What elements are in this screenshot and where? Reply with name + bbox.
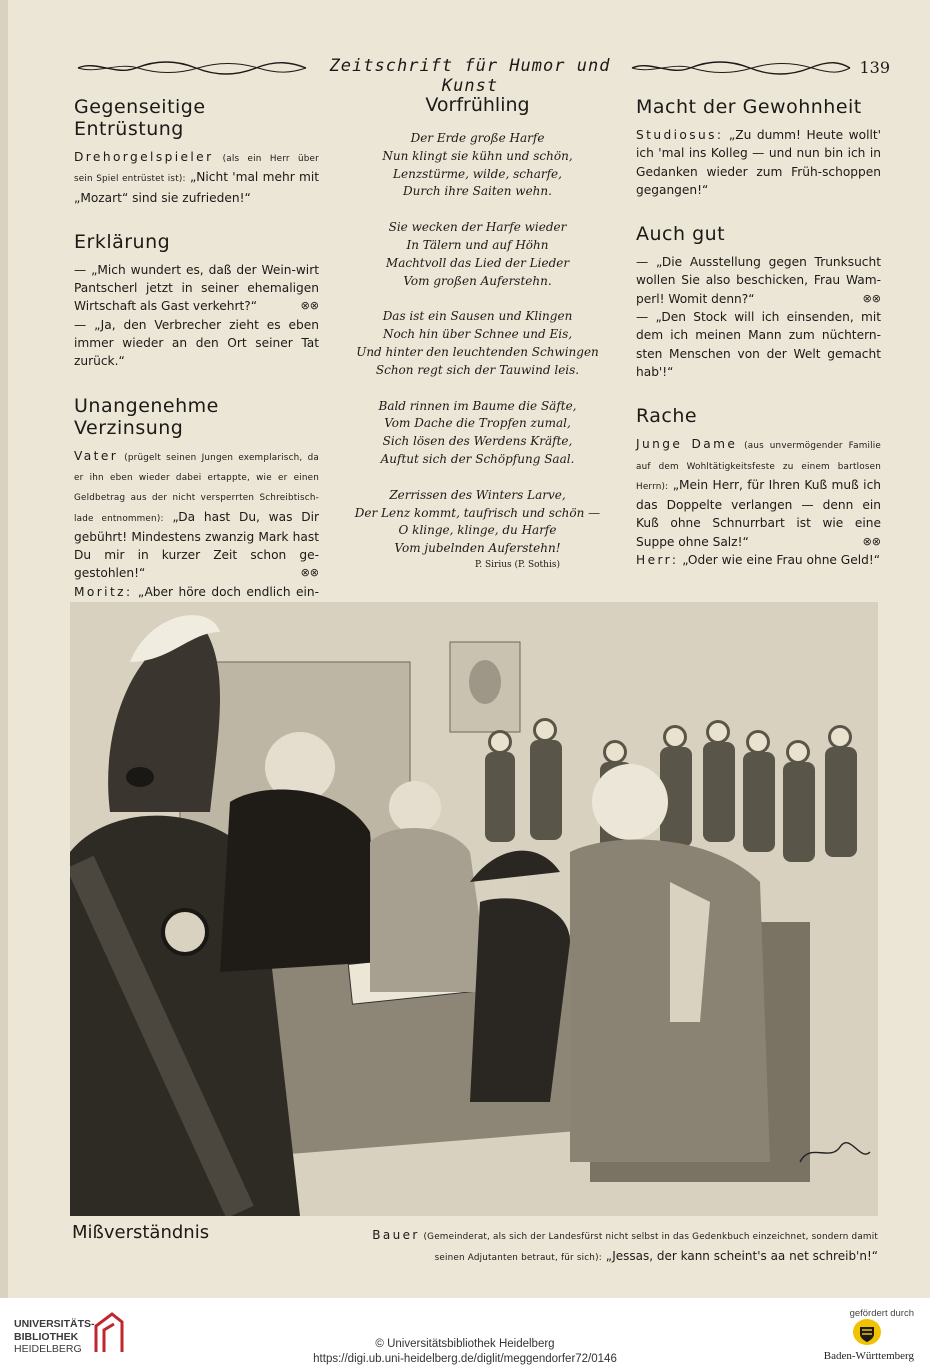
left-ornament-icon <box>76 60 308 76</box>
joke-auch-gut-line1 <box>636 253 881 308</box>
separator-rings-icon: ⊗⊗ <box>862 534 881 548</box>
poem-line: Nun klingt sie kühn und schön, <box>382 148 573 163</box>
heading-unangenehme-verzinsung: Unangenehme Verzinsung <box>74 394 219 439</box>
poem-line: Auftut sich der Schöpfung Saal. <box>380 451 575 466</box>
poem-line: Zerrissen des Winters Larve, <box>389 487 566 502</box>
stage-direction: (prügelt seinen Jungen exemplarisch, da er ihn eben wieder dabei ertappte, wie er einen Geldbetrag aus der nicht versperrten Schreibtisch-lade entnommen): <box>74 452 319 524</box>
caption-quote: „Jessas, der kann scheint's aa net schreib'n!“ <box>605 1249 878 1263</box>
illustration-drawing <box>70 602 878 1216</box>
stage-direction: (als ein Herr über sein Spiel entrüstet ist): <box>74 154 319 185</box>
joke-auch-gut-line2: — „Den Stock will ich einsenden, mit dem ich meinen Mann zum nüchtern-sten Menschen von der Welt gemacht hab'!“ <box>636 310 881 379</box>
library-name-line3: HEIDELBERG <box>14 1343 82 1355</box>
joke-rache-herr <box>636 551 881 569</box>
library-name-line2: BIBLIOTHEK <box>14 1330 79 1343</box>
page-edge <box>0 0 8 1298</box>
illustration-title: Mißverständnis <box>72 1222 210 1243</box>
heading-erklaerung: Erklärung <box>74 230 171 253</box>
library-name-line1: UNIVERSITÄTS- <box>14 1318 95 1330</box>
left-column <box>74 94 319 638</box>
poem-stanza <box>345 130 610 201</box>
library-footer <box>0 1298 930 1368</box>
poem-stanza <box>345 487 610 558</box>
speaker: Drehorgelspieler <box>74 150 214 164</box>
funder-name[interactable]: Baden-Württemberg <box>823 1350 914 1362</box>
poem-stanza <box>345 398 610 469</box>
joke-rache-dame <box>636 435 881 551</box>
poem-line: Der Lenz kommt, taufrisch und schön — <box>354 505 601 520</box>
joke-erklaerung-line1 <box>74 261 319 316</box>
poem-line: Vom jubelnden Auferstehn! <box>394 541 561 556</box>
poem-column <box>345 94 610 570</box>
permalink-url[interactable]: https://digi.ub.uni-heidelberg.de/diglit/meggendorfer72/0146 <box>313 1353 617 1365</box>
right-ornament-icon <box>630 60 852 76</box>
stage-direction: (Gemeinderat, als sich der Landesfürst nicht selbst in das Gedenkbuch einzeichnet, sondern damit seinen Adjutanten betraut, für sich): <box>423 1232 878 1263</box>
poem-line: Sich lösen des Werdens Kräfte, <box>382 434 573 449</box>
poem-title: Vorfrühling <box>425 94 530 116</box>
separator-rings-icon: ⊗⊗ <box>862 291 881 305</box>
right-column <box>636 94 881 569</box>
stage-direction: (aus unvermögender Familie auf dem Wohltätigkeitsfeste zu einem bartlosen Herrn): <box>636 441 882 492</box>
joke-text: „Zu dumm! Heute wollt' ich 'mal ins Kolleg — und nun bin ich in Gedanken wieder zum Früh-schoppen gegangen!“ <box>636 128 881 197</box>
funding-label: gefördert durch <box>849 1308 914 1319</box>
joke-text: — „Die Ausstellung gegen Trunksucht wollen Sie also beschicken, Frau Wam-perl! Womit denn?“ <box>636 255 881 306</box>
speaker: Bauer <box>372 1228 420 1242</box>
heading-auch-gut: Auch gut <box>636 223 726 246</box>
poem-line: Machtvoll das Lied der Lieder <box>385 255 570 270</box>
joke-gegenseitige-entruestung <box>74 148 319 207</box>
joke-erklaerung-line2: — „Ja, den Verbrecher zieht es eben immer wieder an den Ort seiner Tat zurück.“ <box>74 317 319 369</box>
poem-line: Vom Dache die Tropfen zumal, <box>384 416 571 431</box>
poem-line: Schon regt sich der Tauwind leis. <box>375 362 580 377</box>
poem-line: In Tälern und auf Höhn <box>406 237 549 252</box>
speaker: Herr: <box>636 553 679 568</box>
joke-text: „Da hast Du, was Dir gebührt! Mindestens zwanzig Mark hast Du mir in kurzer Zeit schon ge-gestohlen!“ <box>74 509 320 581</box>
joke-text: „Aber höre doch endlich ein- <box>137 584 320 599</box>
speaker: Vater <box>74 448 119 463</box>
poem-stanza <box>345 308 610 379</box>
joke-text: — „Mich wundert es, daß der Wein-wirt Pantscherl jetzt in seiner ehemaligen Wirtschaft als Gast verkehrt?“ <box>74 262 319 314</box>
speaker: Studiosus: <box>636 128 724 142</box>
poem-line: O klinge, klinge, du Harfe <box>398 523 557 538</box>
poem-line: Und hinter den leuchtenden Schwingen <box>356 344 599 359</box>
heading-gegenseitige-entruestung: Gegenseitige Entrüstung <box>74 96 206 140</box>
poem-author: P. Sirius (P. Sothis) <box>475 559 560 570</box>
poem-line: Noch hin über Schnee und Eis, <box>382 327 573 342</box>
page-number: 139 <box>859 58 890 77</box>
joke-text: „Mein Herr, für Ihren Kuß muß ich das Doppelte verlangen — denn ein Kuß ohne Schnurrbart ist wie eine Suppe ohne Salz!“ <box>636 477 881 549</box>
poem-line: Der Erde große Harfe <box>410 131 545 145</box>
copyright-notice: © Universitätsbibliothek Heidelberg <box>375 1338 555 1350</box>
poem-line: Bald rinnen im Baume die Säfte, <box>378 398 577 413</box>
joke-text: „Nicht 'mal mehr mit „Mozart“ sind sie zufrieden!“ <box>74 170 320 205</box>
joke-macht-der-gewohnheit <box>636 126 881 199</box>
heading-rache: Rache <box>636 405 698 428</box>
separator-rings-icon: ⊗⊗ <box>300 299 319 313</box>
cartoon-illustration <box>70 602 878 1216</box>
speaker: Moritz: <box>74 584 133 599</box>
poem-stanza <box>345 219 610 290</box>
illustration-caption <box>368 1226 878 1268</box>
poem-line: Vom großen Auferstehn. <box>403 273 552 288</box>
poem-line: Lenzstürme, wilde, scharfe, <box>393 166 562 181</box>
joke-text: „Oder wie eine Frau ohne Geld!“ <box>682 553 881 568</box>
speaker: Junge Dame <box>636 437 738 452</box>
magazine-title: Zeitschrift für Humor und Kunst <box>329 56 611 96</box>
poem-line: Durch ihre Saiten wehn. <box>403 184 552 199</box>
poem-line: Sie wecken der Harfe wieder <box>388 220 567 235</box>
state-coat-of-arms-icon <box>852 1318 882 1346</box>
poem-line: Das ist ein Sausen und Klingen <box>382 309 573 324</box>
page-header <box>70 56 890 96</box>
heading-macht-der-gewohnheit: Macht der Gewohnheit <box>636 96 862 118</box>
separator-rings-icon: ⊗⊗ <box>300 566 319 580</box>
joke-verzinsung-vater <box>74 447 319 583</box>
